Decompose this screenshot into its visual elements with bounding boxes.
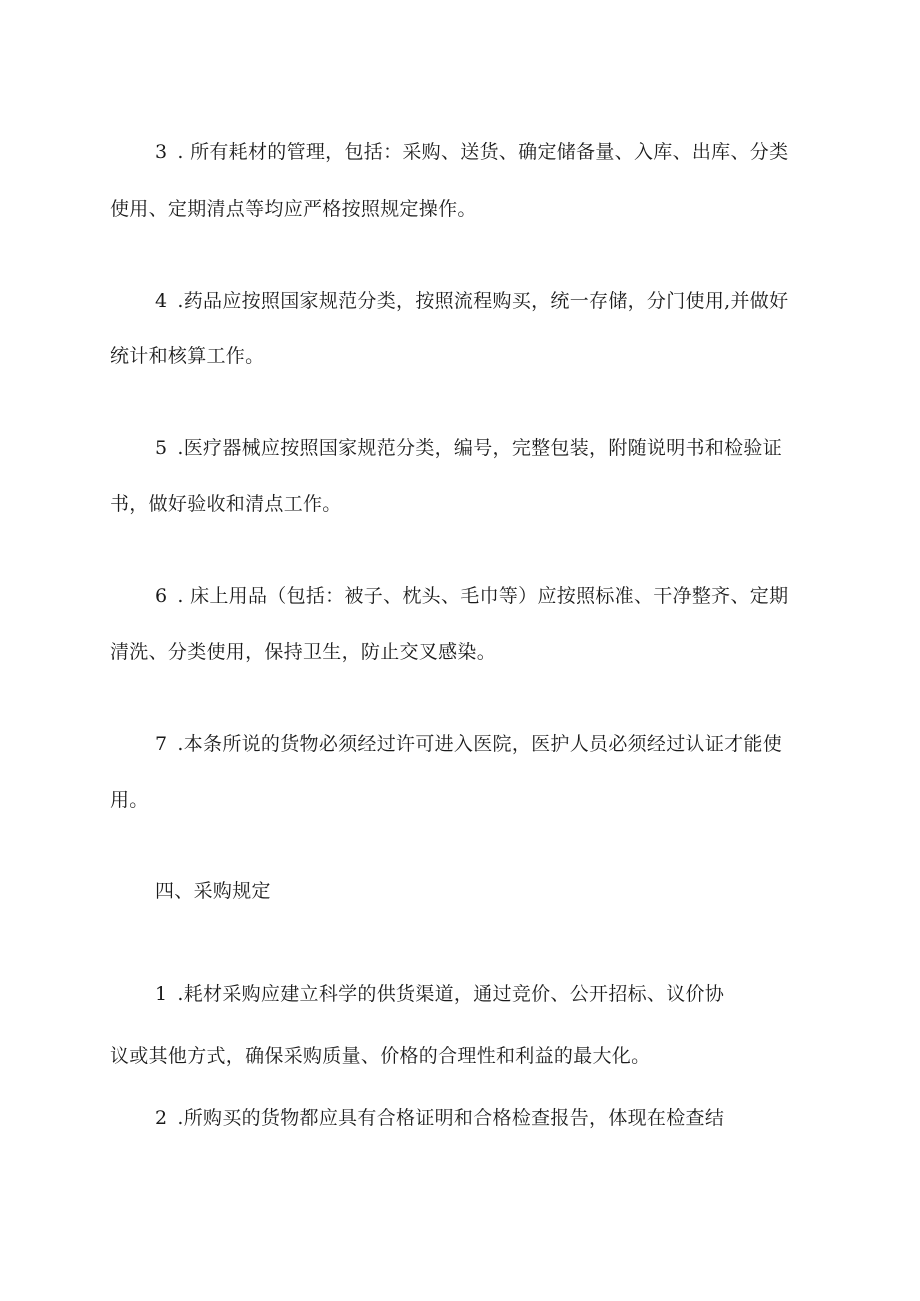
item-4-line-2: 统计和核算工作。 xyxy=(110,345,265,367)
item-number: 7 xyxy=(155,733,168,755)
item-text: . 床上用品（包括：被子、枕头、毛巾等）应按照标准、干净整齐、定期 xyxy=(177,585,789,607)
item-3-line-1 xyxy=(155,140,788,164)
item-number: 3 xyxy=(155,141,168,163)
section-heading: 四、采购规定 xyxy=(155,880,271,902)
item-3-line-2: 使用、定期清点等均应严格按照规定操作。 xyxy=(110,198,477,220)
purchase-item-2-line-1 xyxy=(155,1106,724,1130)
item-text: .耗材采购应建立科学的供货渠道，通过竞价、公开招标、议价协 xyxy=(177,983,725,1005)
item-7-line-2: 用。 xyxy=(110,789,149,811)
item-7-line-1 xyxy=(155,732,782,756)
item-5-line-2: 书，做好验收和清点工作。 xyxy=(110,493,342,515)
item-number: 5 xyxy=(155,437,168,459)
item-text: .药品应按照国家规范分类，按照流程购买，统一存储，分门使用,并做好 xyxy=(177,290,789,312)
item-number: 1 xyxy=(155,983,168,1005)
item-number: 4 xyxy=(155,290,168,312)
purchase-item-1-line-2: 议或其他方式，确保采购质量、价格的合理性和利益的最大化。 xyxy=(110,1045,651,1067)
item-6-line-1 xyxy=(155,584,788,608)
item-number: 2 xyxy=(155,1107,168,1129)
item-number: 6 xyxy=(155,585,168,607)
item-4-line-1 xyxy=(155,289,788,313)
item-text: . 所有耗材的管理，包括：采购、送货、确定储备量、入库、出库、分类 xyxy=(177,141,789,163)
item-text: .医疗器械应按照国家规范分类，编号，完整包装，附随说明书和检验证 xyxy=(177,437,783,459)
item-6-line-2: 清洗、分类使用，保持卫生，防止交叉感染。 xyxy=(110,641,497,663)
item-text: .所购买的货物都应具有合格证明和合格检查报告，体现在检查结 xyxy=(177,1107,725,1129)
item-5-line-1 xyxy=(155,436,782,460)
purchase-item-1-line-1 xyxy=(155,982,724,1006)
item-text: .本条所说的货物必须经过许可进入医院，医护人员必须经过认证才能使 xyxy=(177,733,783,755)
